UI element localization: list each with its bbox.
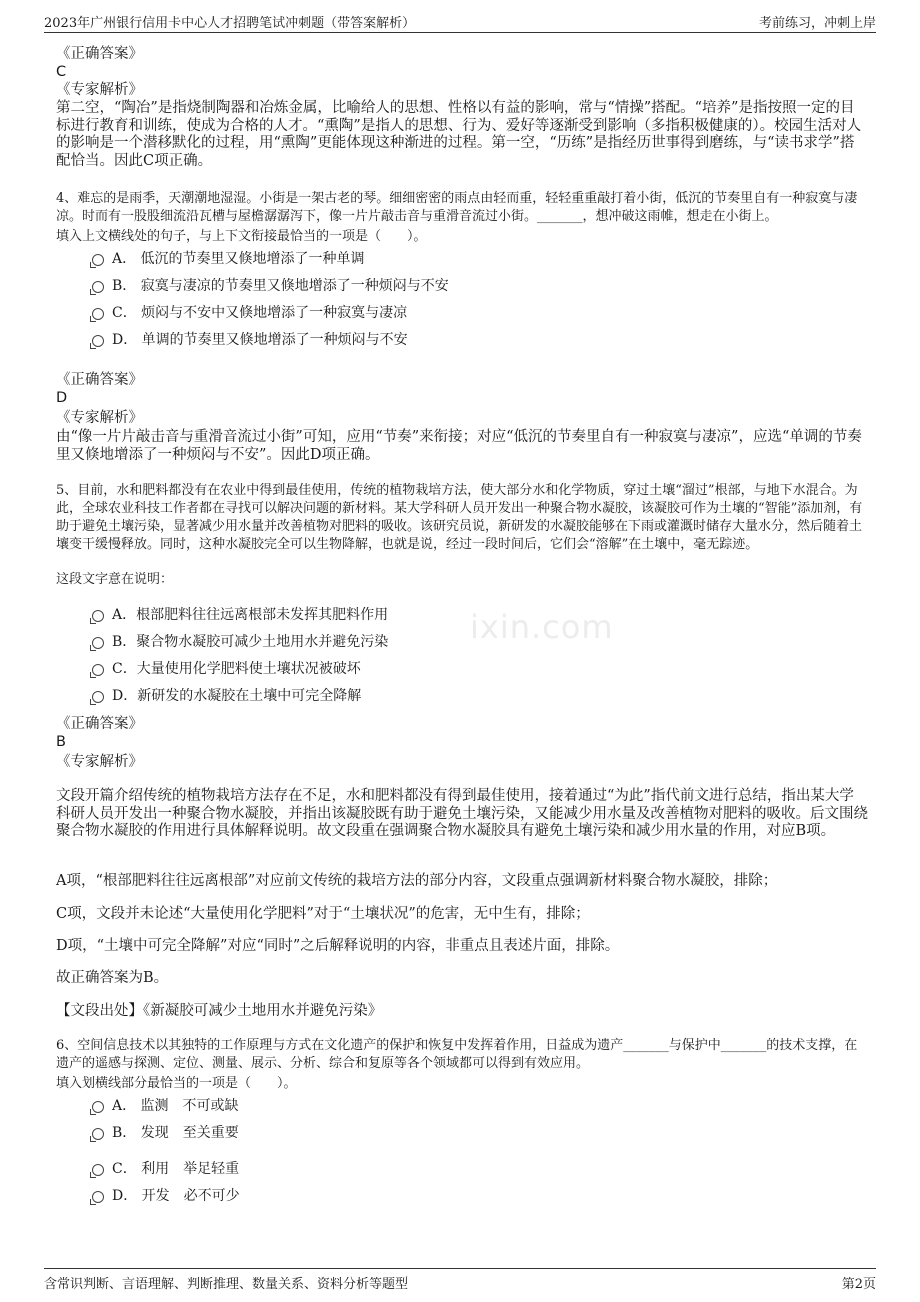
question-stem: 4、难忘的是雨季，天潮潮地湿湿。小街是一架古老的琴。细细密密的雨点由轻而重，轻轻重重敲打着小街，低沉的节奏里自有一种寂寞与凄凉。时而有一股股细流沿瓦槽与屋檐潺潺泻下，像一片片敲击音与重滑音流过小街。_______，想冲破这雨帷，想走在小街上。 <box>56 191 858 224</box>
answer-value: D <box>56 390 68 406</box>
radio-icon <box>92 1101 104 1113</box>
analysis-paragraph: 文段开篇介绍传统的植物栽培方法存在不足，水和肥料都没有得到最佳使用，接着通过“为此”指代前文进行总结，指出某大学科研人员开发出一种聚合物水凝胶，并指出该凝胶既有助于避免土壤污染，又能减少用水量及改善植物对肥料的吸收。后文围绕聚合物水凝胶的作用进行具体解释说明。故文段重在强调聚合物水凝胶具有避免土壤污染和减少用水量的作用，对应B项。 <box>56 788 868 839</box>
analysis-label: 《专家解析》 <box>56 754 143 770</box>
radio-icon <box>92 335 104 347</box>
option-d[interactable]: D． 单调的节奏里又倏地增添了一种烦闷与不安 <box>92 331 408 349</box>
analysis-label: 《专家解析》 <box>56 82 143 98</box>
radio-icon <box>92 664 104 676</box>
analysis-text: 第二空，“陶冶”是指烧制陶器和冶炼金属，比喻给人的思想、性格以有益的影响，常与“情操”搭配。“培养”是指按照一定的目标进行教育和训练，使成为合格的人才。“熏陶”是指人的思想、行为、爱好等逐渐受到影响（多指积极健康的）。校园生活对人的影响是一个潜移默化的过程，用“熏陶”更能体现这种渐进的过程。第一空，“历练”是指经历世事得到磨练，与“读书求学”搭配恰当。因此C项正确。 <box>56 100 862 169</box>
answer-label: 《正确答案》 <box>56 46 143 62</box>
page-number: 第2页 <box>841 1277 876 1292</box>
radio-icon <box>92 637 104 649</box>
document-title: 2023年广州银行信用卡中心人才招聘笔试冲刺题（带答案解析） <box>44 16 416 31</box>
analysis-option-c: C项，文段并未论述“大量使用化学肥料”对于“土壤状况”的危害，无中生有，排除； <box>56 906 590 922</box>
option-a[interactable]: A． 监测 不可或缺 <box>92 1097 239 1115</box>
option-b[interactable]: B．聚合物水凝胶可减少土地用水并避免污染 <box>92 633 388 651</box>
radio-icon <box>92 610 104 622</box>
question-prompt: 填入上文横线处的句子，与上下文衔接最恰当的一项是（ ）。 <box>56 229 427 244</box>
radio-icon <box>92 308 104 320</box>
source-citation: 【文段出处】《新凝胶可减少土地用水并避免污染》 <box>56 1003 383 1019</box>
page-header <box>44 10 876 33</box>
question-prompt: 这段文字意在说明： <box>56 572 174 587</box>
radio-icon <box>92 254 104 266</box>
answer-label: 《正确答案》 <box>56 372 143 388</box>
radio-icon <box>92 281 104 293</box>
analysis-label: 《专家解析》 <box>56 410 143 426</box>
option-b[interactable]: B． 发现 至关重要 <box>92 1124 239 1142</box>
analysis-conclusion: 故正确答案为B。 <box>56 970 169 986</box>
option-c[interactable]: C．大量使用化学肥料使土壤状况被破坏 <box>92 660 361 678</box>
option-d[interactable]: D．新研发的水凝胶在土壤中可完全降解 <box>92 687 361 705</box>
question-stem: 6、空间信息技术以其独特的工作原理与方式在文化遗产的保护和恢复中发挥着作用，日益成为遗产_______与保护中_______的技术支撑，在遗产的遥感与探测、定位、测量、展示、分析、综合和复原等各个领域都可以得到有效应用。 <box>56 1038 858 1071</box>
watermark: ixin.com <box>470 608 614 646</box>
analysis-text: 由“像一片片敲击音与重滑音流过小街”可知，应用“节奏”来衔接；对应“低沉的节奏里自有一种寂寞与凄凉”，应选“单调的节奏里又倏地增添了一种烦闷与不安”。因此D项正确。 <box>56 429 862 463</box>
option-a[interactable]: A．根部肥料往往远离根部未发挥其肥料作用 <box>92 606 388 624</box>
option-c[interactable]: C． 烦闷与不安中又倏地增添了一种寂寞与凄凉 <box>92 304 407 322</box>
option-d[interactable]: D． 开发 必不可少 <box>92 1187 240 1205</box>
analysis-option-d: D项，“土壤中可完全降解”对应“同时”之后解释说明的内容，非重点且表述片面，排除。 <box>56 938 620 954</box>
question-prompt: 填入划横线部分最恰当的一项是（ ）。 <box>56 1076 297 1091</box>
option-a[interactable]: A． 低沉的节奏里又倏地增添了一种单调 <box>92 250 365 268</box>
answer-label: 《正确答案》 <box>56 716 143 732</box>
header-motto: 考前练习，冲刺上岸 <box>758 16 876 31</box>
footer-description: 含常识判断、言语理解、判断推理、数量关系、资料分析等题型 <box>44 1277 409 1292</box>
radio-icon <box>92 1164 104 1176</box>
radio-icon <box>92 1191 104 1203</box>
analysis-option-a: A项，“根部肥料往往远离根部”对应前文传统的栽培方法的部分内容，文段重点强调新材料聚合物水凝胶，排除； <box>56 873 778 889</box>
radio-icon <box>92 1128 104 1140</box>
answer-value: B <box>56 734 66 750</box>
radio-icon <box>92 691 104 703</box>
option-b[interactable]: B． 寂寞与凄凉的节奏里又倏地增添了一种烦闷与不安 <box>92 277 449 295</box>
option-c[interactable]: C． 利用 举足轻重 <box>92 1160 239 1178</box>
answer-value: C <box>56 64 67 80</box>
question-stem: 5、目前，水和肥料都没有在农业中得到最佳使用，传统的植物栽培方法，使大部分水和化学物质，穿过土壤“溜过”根部，与地下水混合。为此，全球农业科技工作者都在寻找可以解决问题的新材料。某大学科研人员开发出一种聚合物水凝胶，该凝胶可作为土壤的“智能”添加剂，有助于避免土壤污染，显著减少用水量并改善植物对肥料的吸收。该研究员说，新研发的水凝胶能够在下雨或灌溉时储存大量水分，然后随着土壤变干缓慢释放。同时，这种水凝胶完全可以生物降解，也就是说，经过一段时间后，它们会“溶解”在土壤中，毫无踪迹。 <box>56 483 863 552</box>
page-footer <box>44 1268 876 1291</box>
